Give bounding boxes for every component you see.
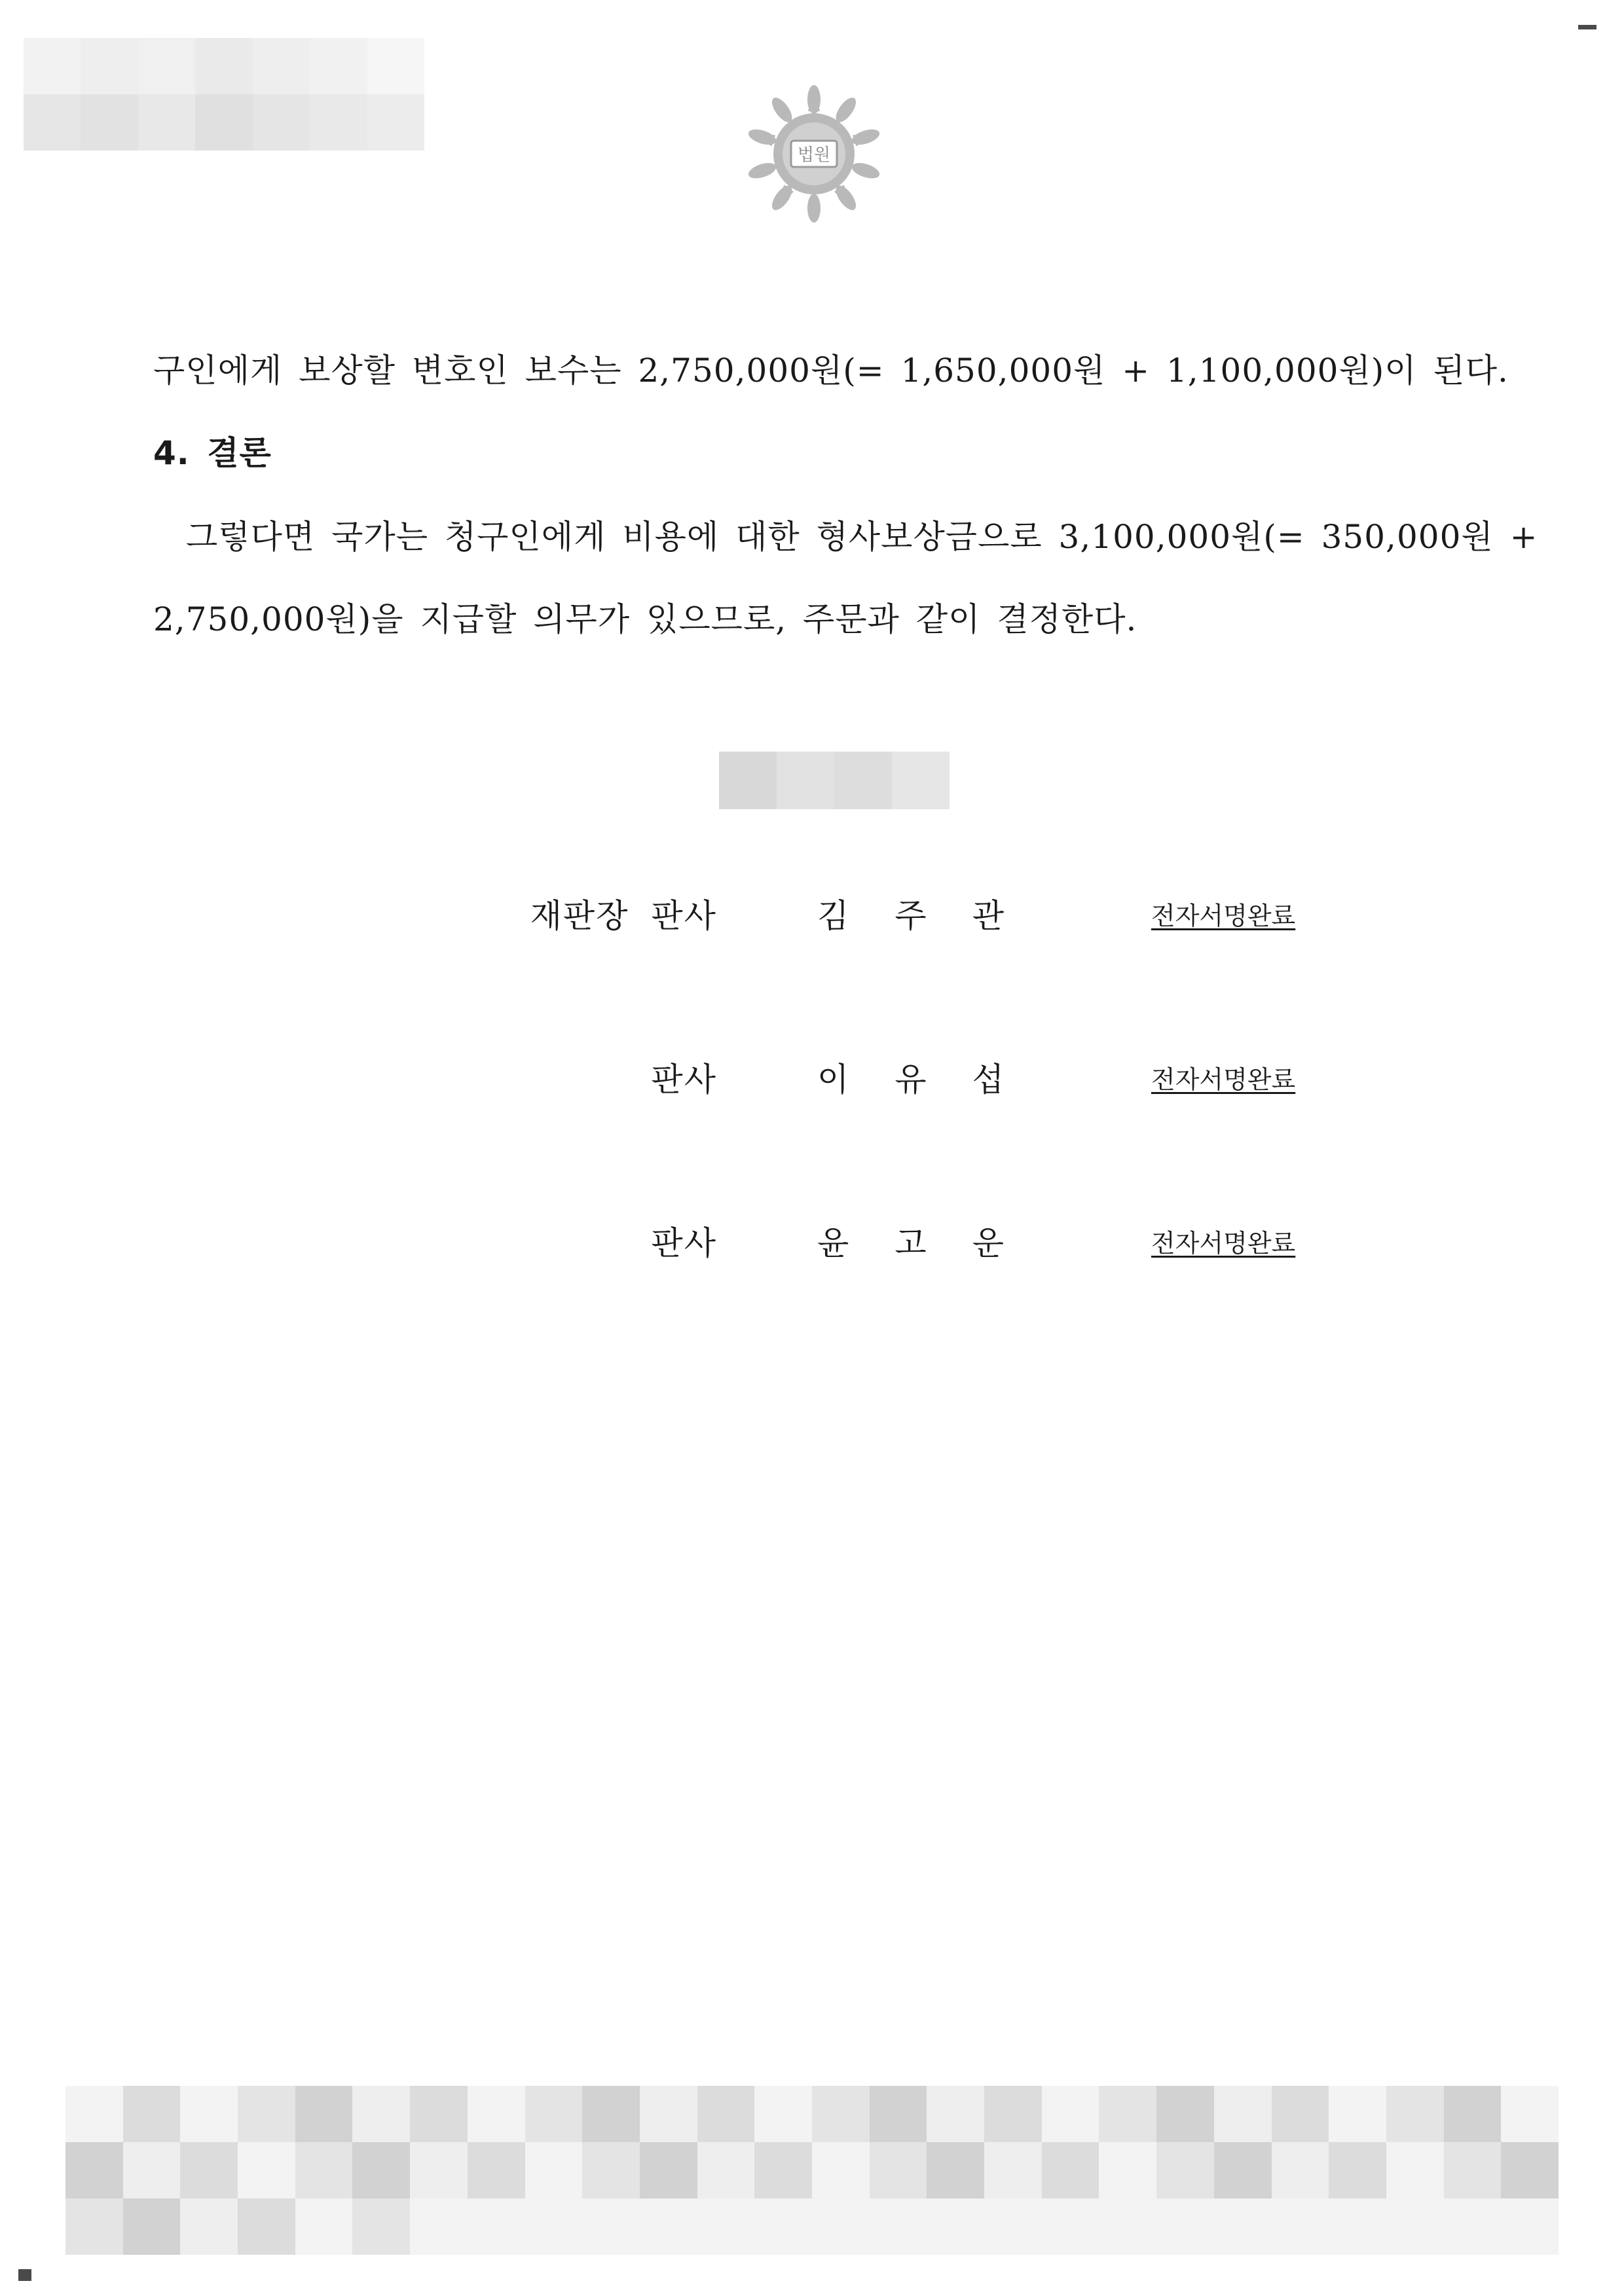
redaction-pixel bbox=[812, 2086, 870, 2142]
redaction-pixel bbox=[582, 2198, 640, 2255]
redaction-pixel bbox=[927, 2086, 984, 2142]
redaction-pixel bbox=[180, 2086, 238, 2142]
judge-title: 판사 bbox=[651, 1224, 717, 1262]
judge-title: 판사 bbox=[651, 1061, 717, 1099]
redaction-pixel bbox=[1099, 2198, 1156, 2255]
signature-row bbox=[0, 1220, 1624, 1266]
redaction-pixel bbox=[1042, 2142, 1099, 2198]
redaction-pixel bbox=[697, 2198, 755, 2255]
redaction-pixel bbox=[1386, 2142, 1444, 2198]
paragraph-line: 구인에게 보상할 변호인 보수는 2,750,000원(= 1,650,000원 + 1,100,000원)이 된다. bbox=[153, 352, 1509, 390]
redaction-pixel bbox=[352, 2086, 410, 2142]
redaction-pixel bbox=[1214, 2086, 1272, 2142]
redaction-pixel bbox=[1272, 2086, 1329, 2142]
judge-name-char: 주 bbox=[895, 897, 927, 935]
redaction-pixel bbox=[352, 2198, 410, 2255]
redaction-pixel bbox=[1099, 2086, 1156, 2142]
redaction-pixel bbox=[1042, 2086, 1099, 2142]
emblem-label: 법원 bbox=[797, 145, 831, 165]
redaction-pixel bbox=[1386, 2086, 1444, 2142]
redaction-pixel bbox=[352, 2142, 410, 2198]
redaction-pixel bbox=[525, 2142, 583, 2198]
redaction-pixel bbox=[180, 2198, 238, 2255]
redaction-pixel bbox=[582, 2142, 640, 2198]
redaction-pixel bbox=[640, 2086, 697, 2142]
paragraph-line: 2,750,000원)을 지급할 의무가 있으므로, 주문과 같이 결정한다. bbox=[153, 600, 1137, 638]
redaction-pixel bbox=[180, 2142, 238, 2198]
judge-name-char: 고 bbox=[895, 1224, 927, 1262]
redaction-pixel bbox=[582, 2086, 640, 2142]
redaction-pixel bbox=[525, 2086, 583, 2142]
redaction-pixel bbox=[410, 2198, 468, 2255]
redaction-pixel bbox=[1329, 2142, 1386, 2198]
redaction-pixel bbox=[123, 2086, 181, 2142]
redaction-pixel bbox=[927, 2142, 984, 2198]
redaction-pixel bbox=[1444, 2086, 1502, 2142]
redaction-pixel bbox=[123, 2198, 181, 2255]
judge-name-char: 김 bbox=[817, 897, 849, 935]
redaction-pixel bbox=[65, 2142, 123, 2198]
redaction-pixel bbox=[870, 2198, 927, 2255]
redaction-pixel bbox=[870, 2086, 927, 2142]
redaction-pixel bbox=[754, 2086, 812, 2142]
redaction-pixel bbox=[812, 2142, 870, 2198]
redaction-pixel bbox=[1444, 2142, 1502, 2198]
redaction-pixel bbox=[295, 2086, 353, 2142]
redaction-pixel bbox=[984, 2086, 1042, 2142]
redaction-pixel bbox=[697, 2142, 755, 2198]
redaction-pixel bbox=[410, 2142, 468, 2198]
redaction-pixel bbox=[1214, 2198, 1272, 2255]
redaction-pixel bbox=[1099, 2142, 1156, 2198]
redaction-pixel bbox=[754, 2142, 812, 2198]
redacted-header-block bbox=[24, 38, 424, 151]
redaction-pixel bbox=[1042, 2198, 1099, 2255]
redaction-pixel bbox=[1156, 2198, 1214, 2255]
redaction-pixel bbox=[984, 2198, 1042, 2255]
judge-name-char: 관 bbox=[972, 897, 1004, 935]
signature-row bbox=[0, 893, 1624, 939]
e-signature-status: 전자서명완료 bbox=[1151, 902, 1296, 930]
e-signature-status: 전자서명완료 bbox=[1151, 1065, 1296, 1094]
redaction-pixel bbox=[238, 2142, 295, 2198]
judge-name bbox=[817, 1220, 1004, 1266]
redaction-pixel bbox=[1272, 2198, 1329, 2255]
redaction-pixel bbox=[697, 2086, 755, 2142]
redaction-pixel bbox=[1501, 2142, 1559, 2198]
judge-name-char: 유 bbox=[895, 1061, 927, 1099]
judge-name-char: 운 bbox=[972, 1224, 1004, 1262]
scan-mark bbox=[18, 2269, 31, 2281]
redaction-pixel bbox=[1156, 2086, 1214, 2142]
redaction-pixel bbox=[468, 2086, 525, 2142]
redaction-pixel bbox=[238, 2086, 295, 2142]
redaction-pixel bbox=[1386, 2198, 1444, 2255]
judge-name-char: 이 bbox=[817, 1061, 849, 1099]
redaction-pixel bbox=[870, 2142, 927, 2198]
judge-name bbox=[817, 1057, 1004, 1102]
redaction-pixel bbox=[65, 2086, 123, 2142]
redaction-pixel bbox=[640, 2142, 697, 2198]
redaction-pixel bbox=[1272, 2142, 1329, 2198]
redaction-pixel bbox=[927, 2198, 984, 2255]
court-emblem-icon bbox=[732, 72, 896, 236]
judge-name-char: 윤 bbox=[817, 1224, 849, 1262]
redaction-pixel bbox=[1501, 2086, 1559, 2142]
redaction-pixel bbox=[1214, 2142, 1272, 2198]
redaction-pixel bbox=[410, 2086, 468, 2142]
signature-row bbox=[0, 1057, 1624, 1102]
redaction-pixel bbox=[984, 2142, 1042, 2198]
redaction-pixel bbox=[640, 2198, 697, 2255]
redaction-pixel bbox=[1156, 2142, 1214, 2198]
redacted-footer-block bbox=[65, 2086, 1559, 2255]
judge-title: 재판장 판사 bbox=[530, 897, 717, 935]
redaction-pixel bbox=[1444, 2198, 1502, 2255]
redaction-pixel bbox=[1329, 2086, 1386, 2142]
judge-name-char: 섭 bbox=[972, 1061, 1004, 1099]
redaction-pixel bbox=[1501, 2198, 1559, 2255]
scan-mark bbox=[1578, 25, 1596, 29]
redaction-pixel bbox=[812, 2198, 870, 2255]
redaction-pixel bbox=[123, 2142, 181, 2198]
redaction-pixel bbox=[65, 2198, 123, 2255]
section-heading: 4. 결론 bbox=[153, 434, 272, 472]
redaction-pixel bbox=[295, 2198, 353, 2255]
redaction-pixel bbox=[1329, 2198, 1386, 2255]
redacted-court-name bbox=[719, 752, 950, 809]
redaction-pixel bbox=[468, 2198, 525, 2255]
redaction-pixel bbox=[295, 2142, 353, 2198]
redaction-pixel bbox=[525, 2198, 583, 2255]
redaction-pixel bbox=[468, 2142, 525, 2198]
paragraph-line: 그렇다면 국가는 청구인에게 비용에 대한 형사보상금으로 3,100,000원(= 350,000원 + bbox=[186, 518, 1538, 556]
redaction-pixel bbox=[754, 2198, 812, 2255]
redaction-pixel bbox=[238, 2198, 295, 2255]
e-signature-status: 전자서명완료 bbox=[1151, 1229, 1296, 1258]
judge-name bbox=[817, 893, 1004, 939]
